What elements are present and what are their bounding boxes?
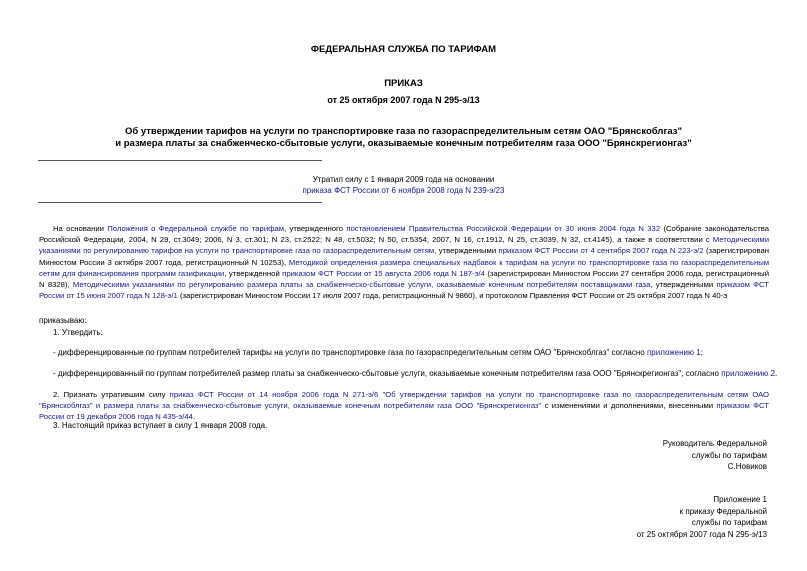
order-271-link[interactable]: приказ ФСТ России от 14 ноября 2006 года N 271-э/6 "Об утверждении тарифов на услуги по транспортировке газа по газораспределительным сетям ОАО "Брянскоблгаз" и размера платы за снабженческо-сбытовые услуги, оказываемые конечным потребителям газа ООО "Брянскрегионгаз" (39, 390, 770, 411)
item2-text: . (192, 412, 196, 422)
preamble-link-government-decree[interactable]: постановлением Правительства Российской Федерации от 30 июня 2004 года N 332 (346, 224, 661, 233)
preamble-text: На основании (53, 224, 108, 233)
repeal-note (0, 174, 807, 196)
preamble-text: (зарегистрирован Минюстом России 3 октября 2007 года, регистрационный N 10253), (39, 246, 769, 267)
appendix-2-link[interactable]: приложению 2 (721, 369, 775, 378)
doc-date-number: от 25 октября 2007 года N 295-э/13 (327, 95, 480, 105)
divider-top (38, 160, 322, 161)
item-3: 3. Настоящий приказ вступает в силу 1 января 2008 года. (53, 421, 268, 430)
item-2 (39, 389, 769, 423)
divider-bottom (38, 202, 322, 203)
repeal-note-link[interactable]: приказа ФСТ России от 6 ноября 2008 года N 239-э/23 (302, 186, 505, 196)
preamble-link-order-223[interactable]: приказом ФСТ России от 4 сентября 2007 года N 223-э/2 (498, 246, 704, 256)
sub2-text: - дифференцированный по группам потребителей размер платы за снабженческо-сбытовые услуги, оказываемые конечным потребителям газа ООО "Брянскрегионгаз", согласно (53, 369, 722, 378)
preamble-paragraph (39, 223, 769, 301)
item-1-sub-2 (53, 368, 777, 379)
signature-block (663, 438, 767, 473)
preamble-link-regulation[interactable]: Положения о Федеральной службе по тарифам (107, 224, 284, 233)
appendix-agency: службы по тарифам (691, 518, 767, 527)
sub1-text: - дифференцированные по группам потребителей тарифы на услуги по транспортировке газа по газораспределительным сетям ОАО "Брянскоблгаз" согласно (53, 348, 647, 357)
item-1-sub-1 (53, 347, 703, 358)
signature-agency: службы по тарифам (691, 450, 767, 460)
sub1-end: ; (700, 348, 703, 357)
preamble-text: , утвержденными (650, 280, 717, 290)
signature-position: Руководитель Федеральной (662, 439, 767, 448)
preamble-link-order-187[interactable]: приказом ФСТ России от 15 августа 2006 года N 187-э/4 (282, 268, 485, 278)
appendix-1-link[interactable]: приложению 1 (646, 348, 701, 357)
item2-text: с изменениями и дополнениями, внесенными (541, 401, 717, 411)
preamble-text: (зарегистрирован Минюстом России 27 сентября 2006 года, регистрационный N 8328), (39, 268, 769, 290)
order-word: приказываю: (39, 316, 87, 325)
sub2-end: . (774, 369, 778, 378)
item2-text: 2. Признать утратившим силу (53, 390, 170, 399)
doc-title-line2: и размера платы за снабженческо-сбытовые услуги, оказываемые конечным потребителям газа ООО "Брянскрегионгаз" (115, 138, 692, 149)
preamble-text: (зарегистрирован Минюстом России 17 июля 2007 года, регистрационный N 9860), и протоколом Правления ФСТ России от 25 октября 2007 года N 40-э (177, 291, 728, 301)
doc-type-heading: ПРИКАЗ (384, 78, 423, 89)
appendix-to-order: к приказу Федеральной (679, 506, 767, 516)
preamble-text: , утвержденного (284, 224, 347, 233)
appendix-date-number: от 25 октября 2007 года N 295-э/13 (636, 529, 767, 539)
repeal-note-text: Утратил силу с 1 января 2009 года на основании (312, 175, 495, 184)
preamble-link-methodology[interactable]: Методикой определения размера специальных надбавок к тарифам на услуги по транспортировке газа по газораспределительным сетям для финансирования программ газификации (39, 257, 770, 278)
appendix-reference (637, 494, 767, 540)
preamble-link-order-128[interactable]: приказом ФСТ России от 15 июня 2007 года N 128-э/1 (39, 280, 769, 301)
signature-name: С.Новиков (727, 462, 767, 471)
preamble-text: , утвержденной (224, 268, 283, 278)
item-1: 1. Утвердить: (53, 328, 103, 337)
preamble-link-guidelines-transport[interactable]: Методическими указаниями по регулированию тарифов на услуги по транспортировке газа по газораспределительным сетям (39, 235, 769, 256)
preamble-text: , утвержденными (434, 246, 499, 256)
preamble-link-guidelines-supply[interactable]: Методическими указаниями по регулированию размера платы за снабженческо-сбытовые услуги, оказываемые конечным потребителям поставщиками газа (72, 280, 651, 290)
agency-heading: ФЕДЕРАЛЬНАЯ СЛУЖБА ПО ТАРИФАМ (310, 44, 497, 55)
preamble-text: (Собрание законодательства Российской Федерации, 2004, N 29, ст.3049; 2006, N 3, ст.301; N 23, ст.2522; N 48, ст.5032; N 50, ст.5354; 2007, N 16, ст.1912, N 25, ст.3039, N 32, ст.4145), а также в соответствии с (39, 224, 769, 245)
order-435-link[interactable]: приказом ФСТ России от 19 декабря 2006 года N 435-э/44 (39, 401, 769, 422)
doc-title-line1: Об утверждении тарифов на услуги по транспортировке газа по газораспределительным сетям ОАО "Брянскоблгаз" (124, 126, 683, 137)
appendix-label: Приложение 1 (713, 495, 767, 504)
